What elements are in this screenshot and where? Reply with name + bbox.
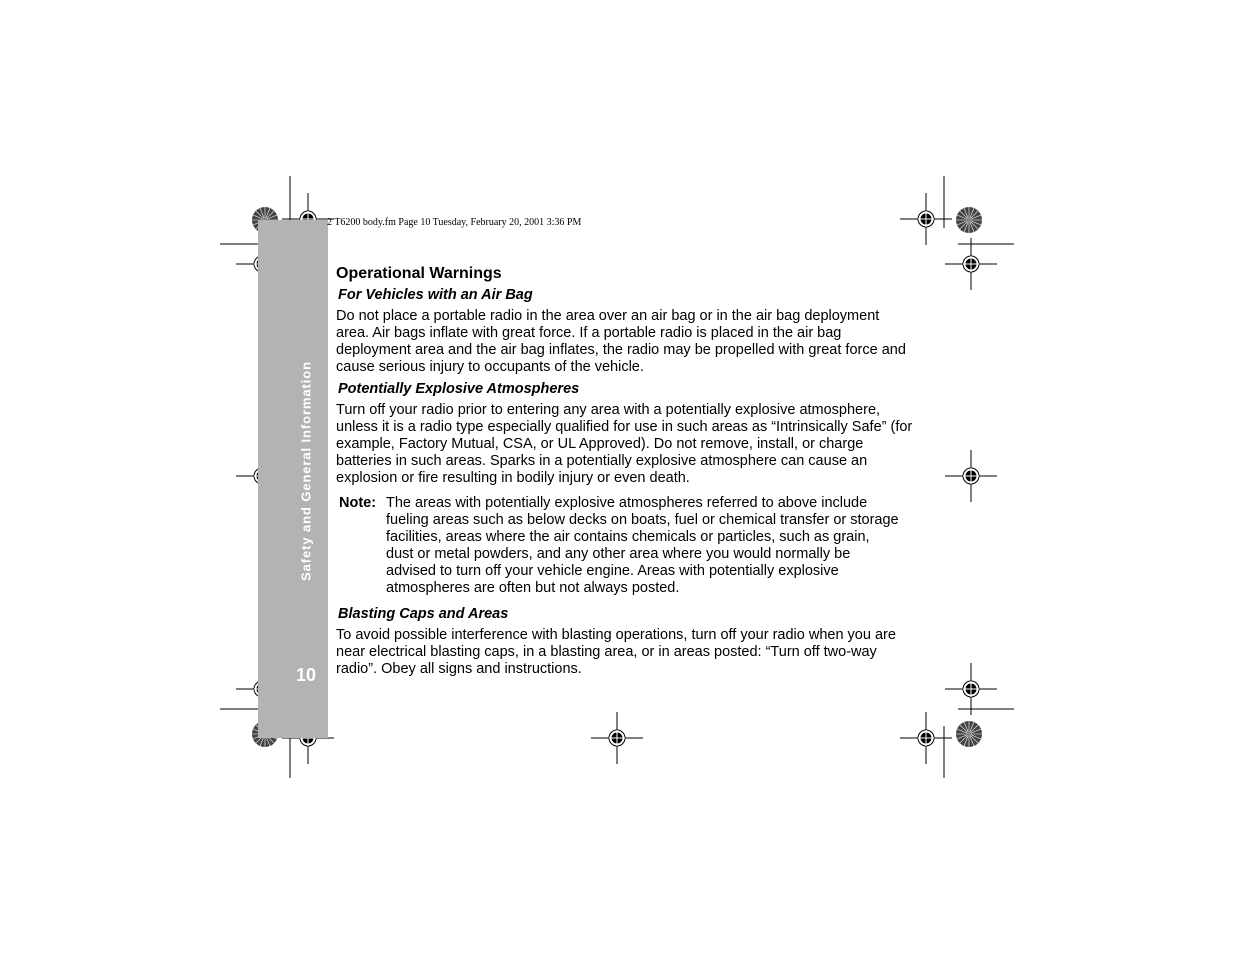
section-label: Safety and General Information <box>298 361 314 581</box>
note-text: The areas with potentially explosive atmospheres referred to above include fueling areas such as below decks on boats, fuel or chemical transfer or storage facilities, areas where the air contains chemicals or particles, such as grain, dust or metal powders, and any other area where you would normally be advised to turn off your vehicle engine. Areas with potentially explosive atmospheres are often but not always posted. <box>386 495 899 596</box>
section-heading-air-bag: For Vehicles with an Air Bag <box>338 287 533 303</box>
page-content <box>336 264 916 678</box>
section-heading-explosive: Potentially Explosive Atmospheres <box>338 381 580 397</box>
page-title: Operational Warnings <box>336 265 502 282</box>
section-body-blasting: To avoid possible interference with blasting operations, turn off your radio when you are near electrical blasting caps, in a blasting area, or in areas posted: “Turn off two-way radio”. Obey all signs and instructions. <box>336 627 896 677</box>
section-body-explosive: Turn off your radio prior to entering any area with a potentially explosive atmosphere, unless it is a radio type especially qualified for use in such areas as “Intrinsically Safe” (for example, Factory Mutual, CSA, or UL Approved). Do not remove, install, or charge batteries in such areas. Sparks in a potentially explosive atmosphere can cause an explosion or fire resulting in bodily injury or even death. <box>336 402 913 486</box>
note-label: Note: <box>339 495 377 511</box>
section-heading-blasting: Blasting Caps and Areas <box>338 606 509 622</box>
section-body-air-bag: Do not place a portable radio in the area over an air bag or in the air bag deployment area. Air bags inflate with great force. If a portable radio is placed in the air bag deployment area and the air bag inflates, the radio may be propelled with great force and cause serious injury to occupants of the vehicle. <box>336 308 906 375</box>
page-number: 10 <box>296 665 317 685</box>
section-tab <box>258 220 328 738</box>
note-block <box>339 495 916 597</box>
file-slug: 2 T6200 body.fm Page 10 Tuesday, February 20, 2001 3:36 PM <box>327 217 582 228</box>
